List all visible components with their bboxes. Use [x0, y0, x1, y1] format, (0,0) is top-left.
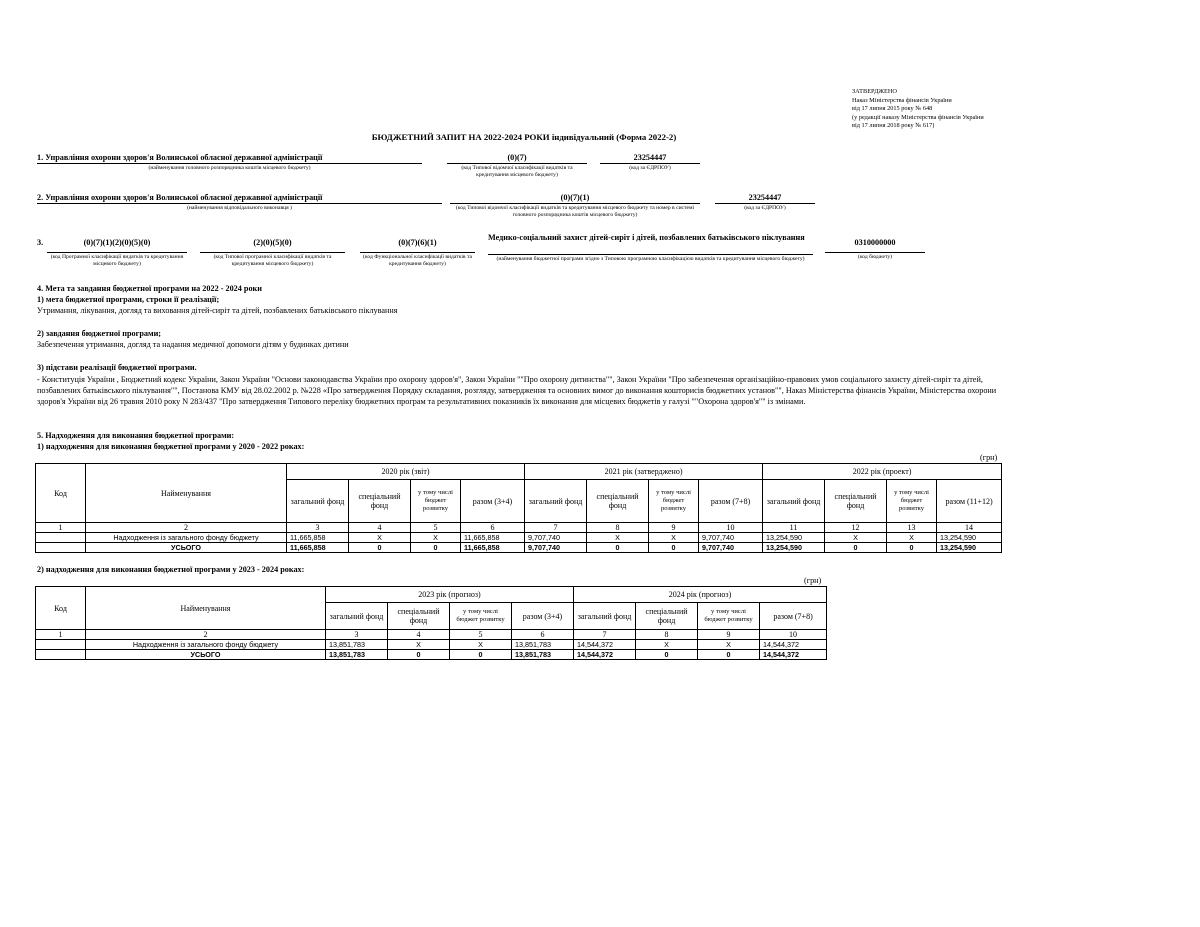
receipts-table-2020-2022 [35, 463, 1002, 553]
cell: 13,254,590 [937, 533, 1002, 543]
sub-header: разом (11+12) [937, 480, 1002, 523]
row3-number: 3. [37, 238, 44, 247]
cell: X [825, 533, 887, 543]
col-number: 7 [574, 630, 636, 640]
executor-code-note: (код Типової відомчої класифікації видатків та кредитування місцевого бюджету та номер в системі головного розпорядника коштів місцевого бюджету) [455, 205, 695, 218]
receipts-table-2023-2024 [35, 586, 827, 660]
cell [36, 640, 86, 650]
functional-code-note: (код Функціональної класифікації видатків та кредитування бюджету) [363, 254, 472, 267]
basis-heading: 3) підстави реалізації бюджетної програми. [37, 363, 197, 372]
col-number: 3 [326, 630, 388, 640]
main-manager-name: 1. Управління охорони здоров'я Волинської обласної державної адміністрації [37, 153, 323, 162]
col-number: 2 [86, 630, 326, 640]
cell: 9,707,740 [699, 533, 763, 543]
col-number: 5 [411, 523, 461, 533]
basis-text: - Конституція України , Бюджетний кодекс України, Закон України "Основи законодавства України про охорону здоров'я", Закон України ""Про охорону дитинства"", Закон України "Про забезпечення організаційно-правових умов соціального захисту дітей-сиріт та дітей, позбавлених батьківського піклування"", Постанова КМУ від 28.02.2002 р. №228 «Про затвердження Порядку складання, розгляду, затвердження та основних вимог до виконання кошторисів бюджетних установ"", Наказ Міністерства фінансів України, Міністерства охорони здоров'я України від 26 травня 2010 року N 283/437 "Про затвердження Типового переліку бюджетних програм та результативних показників їх виконання для місцевих бюджетів у галузі ""Охорона здоров'я"" із змінами. [37, 375, 997, 406]
col-number: 10 [699, 523, 763, 533]
col-number: 7 [525, 523, 587, 533]
column-number-row [36, 630, 827, 640]
sub-header: у тому числі бюджет розвитку [411, 480, 461, 523]
year-header: 2021 рік (затверджено) [525, 464, 763, 480]
cell: 9,707,740 [525, 533, 587, 543]
col-number: 11 [763, 523, 825, 533]
col-name-header: Найменування [86, 587, 326, 630]
cell: 11,665,858 [461, 533, 525, 543]
sub-header: загальний фонд [763, 480, 825, 523]
cell: 13,851,783 [326, 640, 388, 650]
cell [36, 533, 86, 543]
section5-sub1: 1) надходження для виконання бюджетної програми у 2020 - 2022 роках: [37, 442, 305, 451]
executor-note: (найменування відповідального виконавця ) [187, 205, 292, 211]
approval-line: (у редакції наказу Міністерства фінансів України [852, 113, 984, 121]
total-row [36, 543, 1002, 553]
cell: 14,544,372 [760, 650, 827, 660]
executor-edrpou-note: (код за ЄДРПОУ) [744, 205, 786, 211]
document-title: БЮДЖЕТНИЙ ЗАПИТ НА 2022-2024 РОКИ індивідуальний (Форма 2022-2) [371, 132, 677, 142]
cell: X [649, 533, 699, 543]
cell [36, 650, 86, 660]
col-number: 3 [287, 523, 349, 533]
sub-header: спеціальний фонд [636, 603, 698, 630]
col-number: 2 [86, 523, 287, 533]
dept-code: (0)(7) [507, 153, 527, 162]
dept-code-note: (код Типової відомчої класифікації видатків та кредитування місцевого бюджету) [461, 165, 573, 178]
cell: 13,851,783 [326, 650, 388, 660]
sub-header: загальний фонд [525, 480, 587, 523]
col-number: 8 [636, 630, 698, 640]
cell: 14,544,372 [574, 650, 636, 660]
total-label: УСЬОГО [86, 543, 287, 553]
typical-program-code: (2)(0)(5)(0) [253, 238, 292, 247]
col-code-header: Код [36, 464, 86, 523]
column-number-row [36, 523, 1002, 533]
budget-code: 0310000000 [854, 238, 896, 247]
col-number: 6 [461, 523, 525, 533]
section5-sub2: 2) надходження для виконання бюджетної програми у 2023 - 2024 роках: [37, 565, 305, 574]
sub-header: разом (7+8) [760, 603, 827, 630]
cell: 13,254,590 [763, 543, 825, 553]
col-name-header: Найменування [86, 464, 287, 523]
cell [36, 543, 86, 553]
sub-header: спеціальний фонд [587, 480, 649, 523]
col-number: 6 [512, 630, 574, 640]
table-row [36, 640, 827, 650]
cell: 0 [587, 543, 649, 553]
col-number: 4 [388, 630, 450, 640]
approval-line: Наказ Міністерства фінансів України [852, 96, 952, 104]
executor-code: (0)(7)(1) [560, 193, 590, 202]
sub-header: у тому числі бюджет розвитку [450, 603, 512, 630]
sub-header: спеціальний фонд [349, 480, 411, 523]
cell: 0 [887, 543, 937, 553]
row-name: Надходження із загального фонду бюджету [86, 640, 326, 650]
cell: 11,665,858 [287, 543, 349, 553]
cell: X [349, 533, 411, 543]
sub-header: у тому числі бюджет розвитку [887, 480, 937, 523]
program-name-note: (найменування бюджетної програми згідно з Типовою програмною класифікацією видатків та кредитування місцевого бюджету) [496, 256, 805, 262]
goal-heading: 1) мета бюджетної програми, строки її реалізації; [37, 295, 220, 304]
col-number: 4 [349, 523, 411, 533]
cell: 13,254,590 [763, 533, 825, 543]
cell: 9,707,740 [525, 543, 587, 553]
cell: 0 [649, 543, 699, 553]
sub-header: загальний фонд [574, 603, 636, 630]
program-code: (0)(7)(1)(2)(0)(5)(0) [83, 238, 151, 247]
sub-header: спеціальний фонд [825, 480, 887, 523]
cell: X [388, 640, 450, 650]
col-number: 12 [825, 523, 887, 533]
sub-header: разом (7+8) [699, 480, 763, 523]
cell: 13,851,783 [512, 640, 574, 650]
approval-line: від 17 липня 2018 року № 617) [852, 122, 935, 130]
cell: 14,544,372 [760, 640, 827, 650]
executor-name: 2. Управління охорони здоров'я Волинської обласної державної адміністрації [37, 193, 323, 202]
main-manager-note: (найменування головного розпорядника коштів місцевого бюджету) [148, 165, 311, 171]
table-row [36, 533, 1002, 543]
col-number: 5 [450, 630, 512, 640]
col-number: 1 [36, 523, 86, 533]
approval-line: від 17 липня 2015 року № 648 [852, 105, 933, 113]
cell: 9,707,740 [699, 543, 763, 553]
tasks-text: Забезпечення утримання, догляд та надання медичної допомоги дітям у будинках дитини [37, 340, 349, 349]
col-number: 9 [698, 630, 760, 640]
col-number: 13 [887, 523, 937, 533]
total-label: УСЬОГО [86, 650, 326, 660]
program-name: Медико-соціальний захист дітей-сиріт і дітей, позбавлених батьківського піклування [488, 233, 805, 242]
cell: 13,254,590 [937, 543, 1002, 553]
cell: 0 [698, 650, 760, 660]
cell: X [698, 640, 760, 650]
cell: 13,851,783 [512, 650, 574, 660]
unit-label-1: (грн) [980, 453, 998, 462]
section4-heading: 4. Мета та завдання бюджетної програми на 2022 - 2024 роки [37, 284, 262, 293]
sub-header: у тому числі бюджет розвитку [649, 480, 699, 523]
sub-header: разом (3+4) [512, 603, 574, 630]
sub-header: загальний фонд [326, 603, 388, 630]
cell: 0 [825, 543, 887, 553]
sub-header: у тому числі бюджет розвитку [698, 603, 760, 630]
approval-line: ЗАТВЕРДЖЕНО [852, 88, 897, 95]
col-number: 9 [649, 523, 699, 533]
cell: 11,665,858 [461, 543, 525, 553]
total-row [36, 650, 827, 660]
cell: X [587, 533, 649, 543]
cell: 0 [411, 543, 461, 553]
col-number: 10 [760, 630, 827, 640]
section5-heading: 5. Надходження для виконання бюджетної програми: [37, 431, 235, 440]
budget-code-note: (код бюджету) [857, 254, 893, 260]
goal-text: Утримання, лікування, догляд та виховання дітей-сиріт та дітей, позбавлених батьківського піклування [37, 306, 398, 315]
year-header: 2022 рік (проект) [763, 464, 1002, 480]
edrpou-code: 23254447 [633, 153, 667, 162]
cell: X [887, 533, 937, 543]
row-name: Надходження із загального фонду бюджету [86, 533, 287, 543]
year-header: 2023 рік (прогноз) [326, 587, 574, 603]
edrpou-note: (код за ЄДРПОУ) [629, 165, 671, 171]
cell: 11,665,858 [287, 533, 349, 543]
cell: 0 [636, 650, 698, 660]
cell: 0 [388, 650, 450, 660]
cell: X [411, 533, 461, 543]
functional-code: (0)(7)(6)(1) [398, 238, 437, 247]
tasks-heading: 2) завдання бюджетної програми; [37, 329, 162, 338]
col-code-header: Код [36, 587, 86, 630]
sub-header: загальний фонд [287, 480, 349, 523]
cell: X [636, 640, 698, 650]
unit-label-2: (грн) [804, 576, 822, 585]
col-number: 1 [36, 630, 86, 640]
year-header: 2024 рік (прогноз) [574, 587, 827, 603]
cell: 0 [349, 543, 411, 553]
col-number: 8 [587, 523, 649, 533]
approval-stamp [852, 88, 984, 131]
typical-program-code-note: (код Типової програмної класифікації видатків та кредитування місцевого бюджету) [213, 254, 332, 267]
program-code-note: (код Програмної класифікації видатків та кредитування місцевого бюджету) [50, 254, 184, 267]
cell: 0 [450, 650, 512, 660]
col-number: 14 [937, 523, 1002, 533]
cell: 14,544,372 [574, 640, 636, 650]
executor-edrpou: 23254447 [748, 193, 782, 202]
cell: X [450, 640, 512, 650]
year-header: 2020 рік (звіт) [287, 464, 525, 480]
sub-header: разом (3+4) [461, 480, 525, 523]
sub-header: спеціальний фонд [388, 603, 450, 630]
